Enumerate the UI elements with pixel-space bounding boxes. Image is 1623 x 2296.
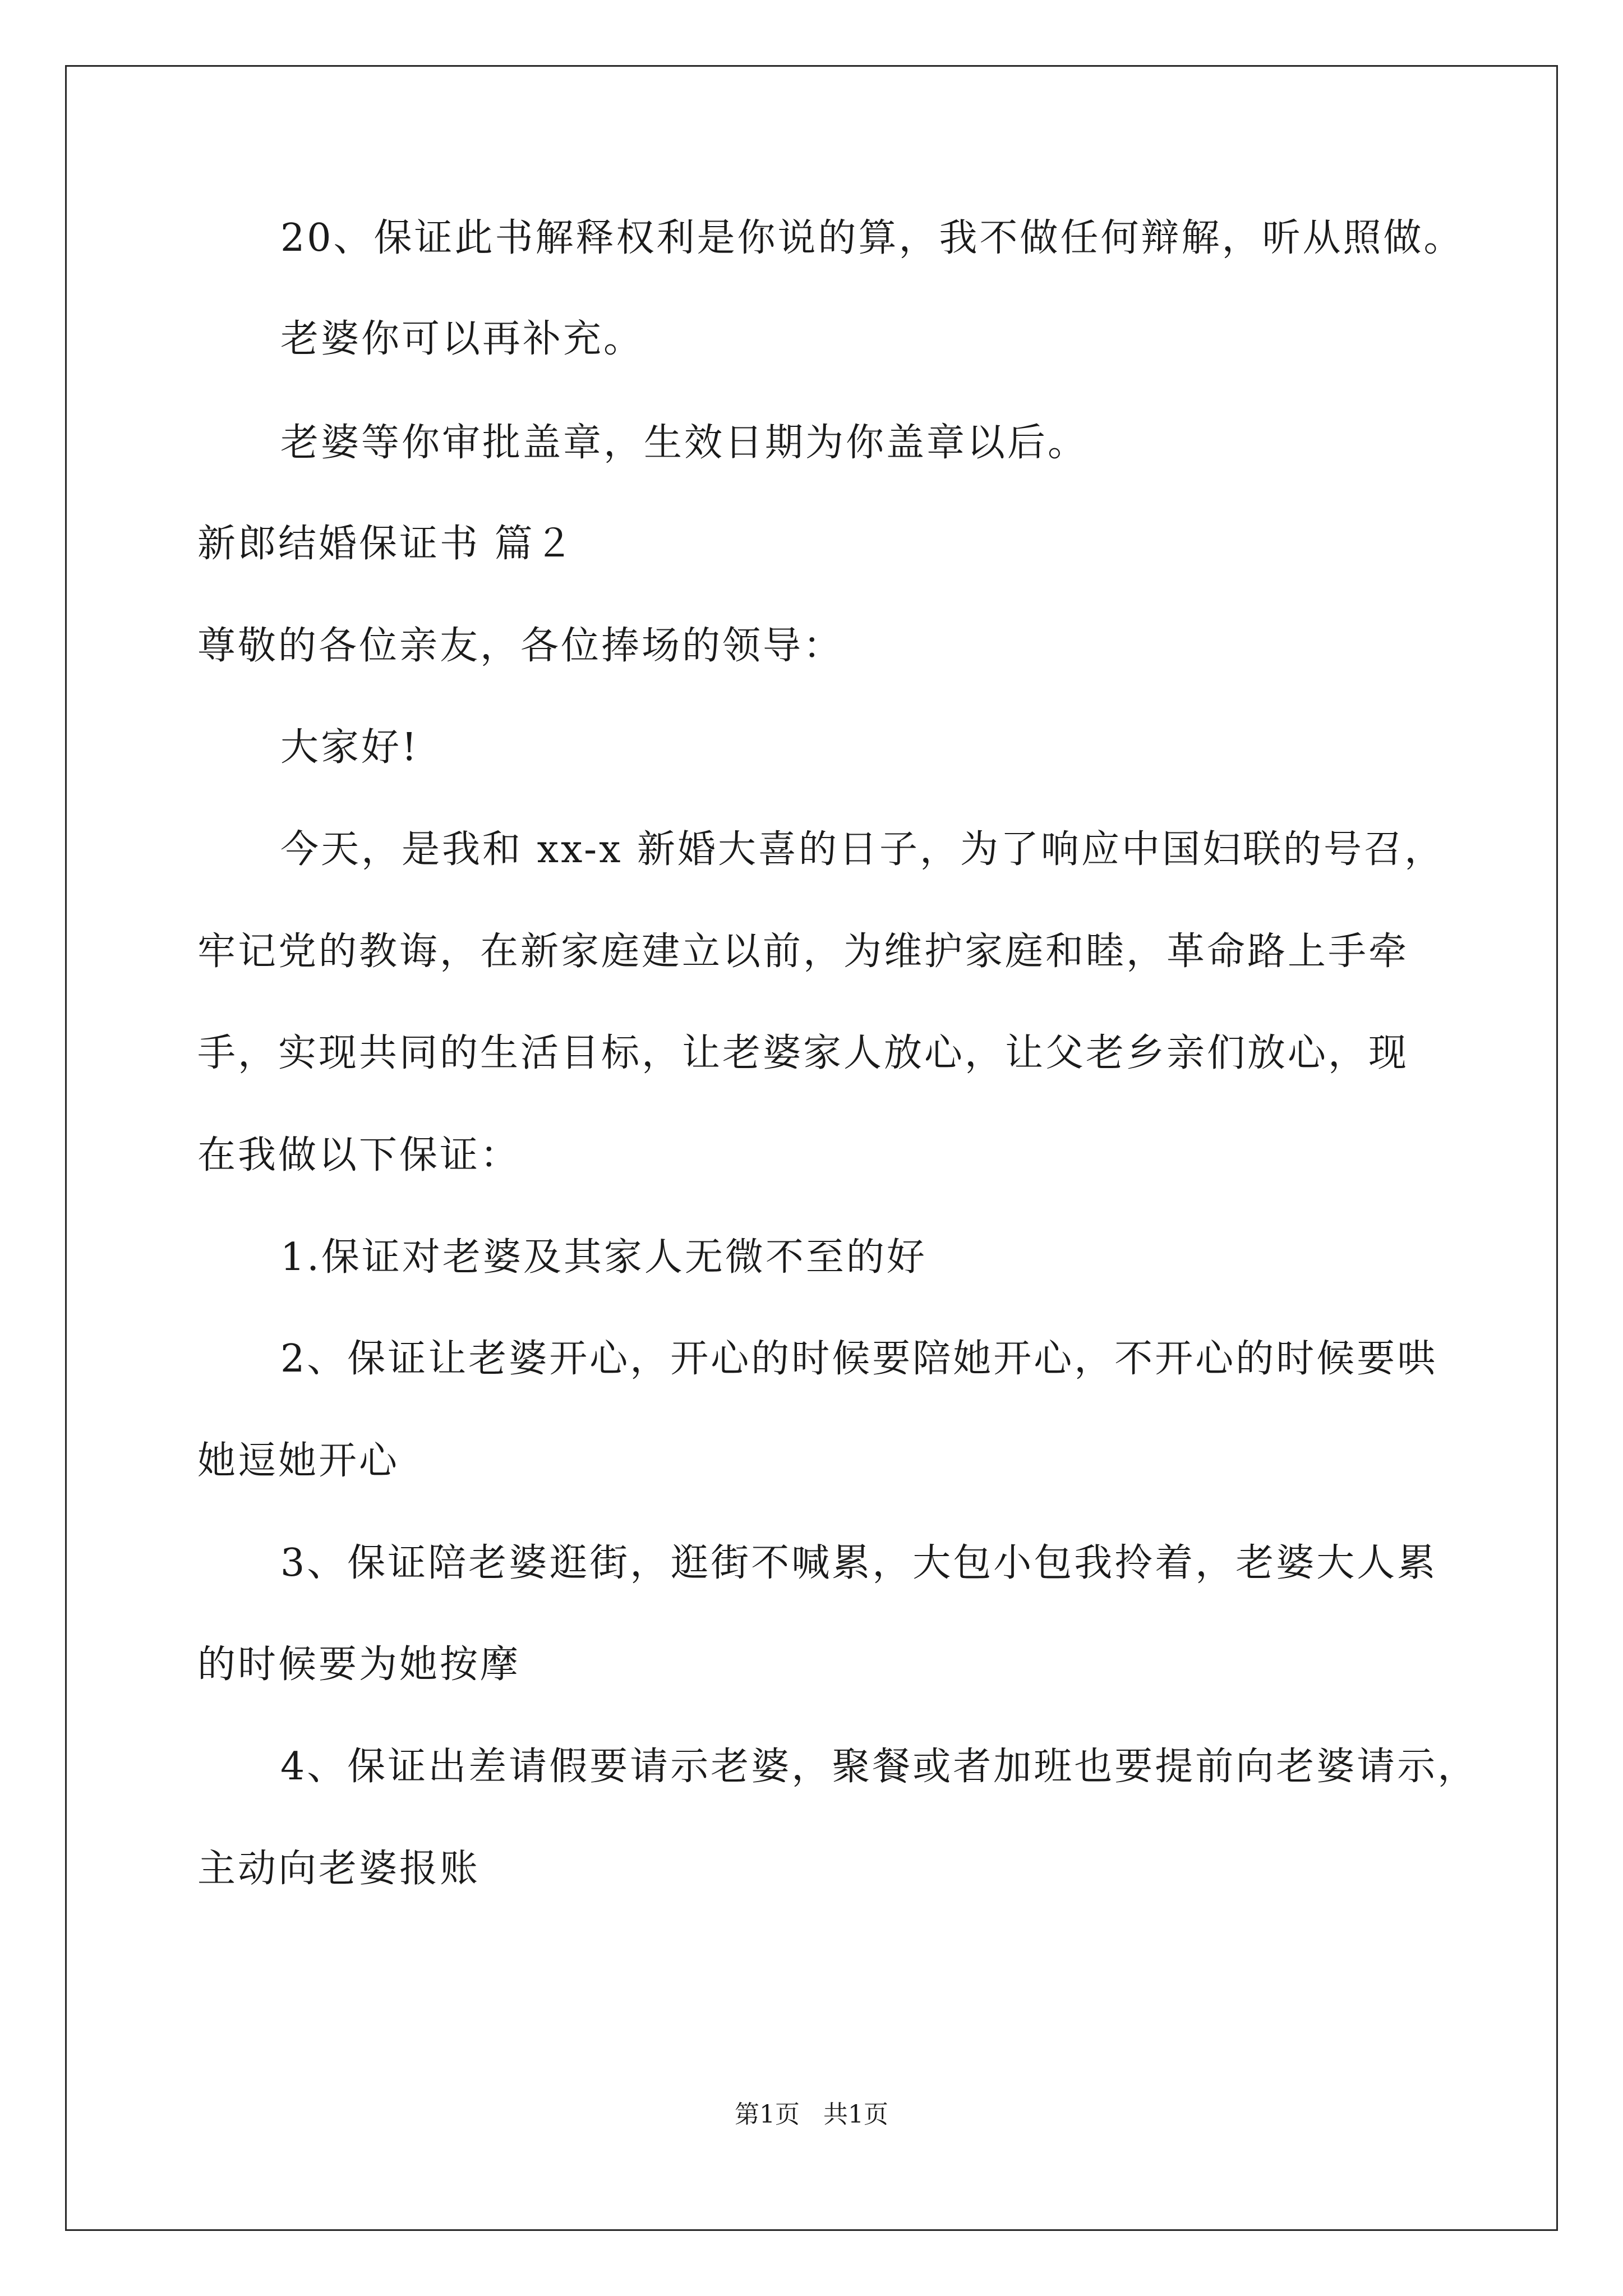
list-item: 3、保证陪老婆逛街，逛街不喊累，大包小包我拎着，老婆大人累 [280,1541,1438,1585]
page-footer [0,2098,1623,2132]
list-item-continuation: 的时候要为她按摩 [197,1642,521,1687]
paragraph-line: 牢记党的教诲，在新家庭建立以前，为维护家庭和睦，革命路上手牵 [197,930,1409,974]
list-item: 2、保证让老婆开心，开心的时候要陪她开心，不开心的时候要哄 [280,1337,1438,1381]
greeting: 大家好! [280,725,419,770]
page-total: 共1页 [823,2100,888,2129]
paragraph-line: 老婆你可以再补充。 [280,317,644,361]
list-item-continuation: 她逗她开心 [197,1439,400,1483]
list-item: 4、保证出差请假要请示老婆，聚餐或者加班也要提前向老婆请示， [280,1745,1478,1789]
salutation: 尊敬的各位亲友，各位捧场的领导： [197,624,844,668]
page-number: 第1页 [735,2100,800,2129]
paragraph-line: 20、保证此书解释权利是你说的算，我不做任何辩解，听从照做。 [280,216,1464,260]
paragraph-line: 今天，是我和 xx-x 新婚大喜的日子，为了响应中国妇联的号召， [280,827,1445,872]
paragraph-line: 在我做以下保证： [197,1133,521,1177]
list-item: 1.保证对老婆及其家人无微不至的好 [280,1235,927,1280]
paragraph-line: 手，实现共同的生活目标，让老婆家人放心，让父老乡亲们放心，现 [197,1031,1409,1075]
section-heading: 新郎结婚保证书 篇２ [197,522,575,566]
list-item-continuation: 主动向老婆报账 [197,1847,481,1891]
paragraph-line: 老婆等你审批盖章，生效日期为你盖章以后。 [280,421,1089,465]
